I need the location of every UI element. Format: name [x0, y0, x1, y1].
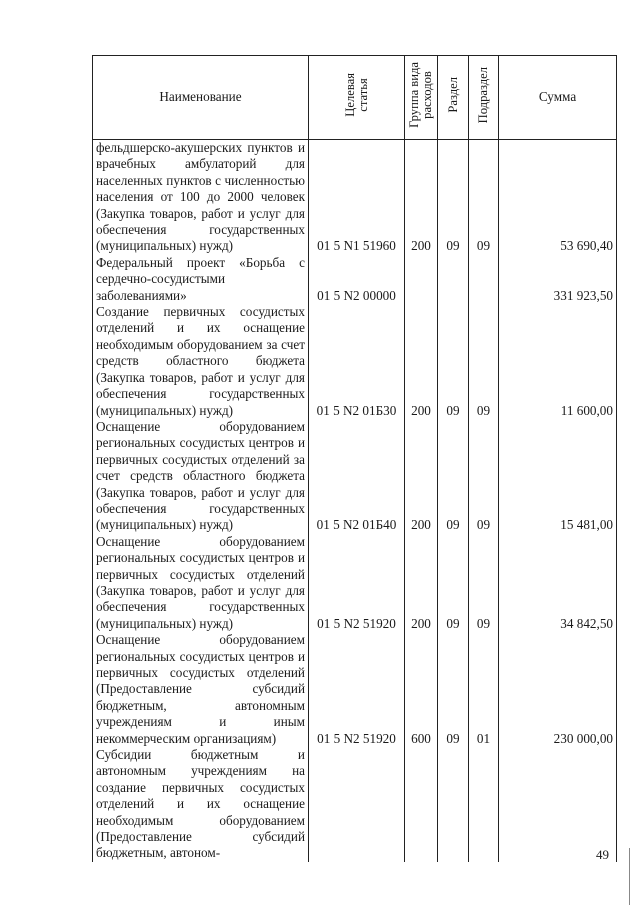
row-target: 01 5 N2 00000 — [309, 255, 405, 304]
page-number: 49 — [596, 847, 609, 862]
row-name: фельдшерско-акушерских пунктов и врачебных амбулаторий для населенных пунктов с численностью населения от 100 до 2000 человек (Закупка товаров, работ и услуг для обеспечения государственных (муниципальных) нужд) — [93, 140, 309, 255]
row-target: 01 5 N2 51920 — [309, 534, 405, 632]
row-section: 09 — [438, 304, 469, 419]
header-subsection: Подраздел — [469, 56, 499, 140]
row-section: 09 — [438, 140, 469, 255]
row-name: Федеральный проект «Борьба с сердечно-сосудистыми заболеваниями» — [93, 255, 309, 304]
header-name: Наименование — [93, 56, 309, 140]
row-name: Оснащение оборудованием региональных сосудистых центров и первичных сосудистых отделений (Предоставление субсидий бюджетным, автономным учреждениям и иным некоммерческим организациям) — [93, 632, 309, 747]
budget-table — [92, 55, 617, 862]
row-group — [405, 747, 438, 862]
table-row — [93, 747, 617, 862]
row-sum: 34 842,50 — [499, 534, 617, 632]
row-sum: 230 000,00 — [499, 632, 617, 747]
row-section — [438, 747, 469, 862]
scan-edge-line — [629, 848, 630, 905]
row-name: Создание первичных сосудистых отделений и их оснащение необходимым оборудованием за счет средств областного бюджета (Закупка товаров, работ и услуг для обеспечения государственных (муниципальных) нужд) — [93, 304, 309, 419]
row-subsection: 09 — [469, 419, 499, 534]
row-sum: 15 481,00 — [499, 419, 617, 534]
row-group: 200 — [405, 534, 438, 632]
row-group: 200 — [405, 304, 438, 419]
row-subsection: 09 — [469, 140, 499, 255]
row-subsection — [469, 255, 499, 304]
row-sum: 11 600,00 — [499, 304, 617, 419]
table-row — [93, 419, 617, 534]
header-group: Группа вида расходов — [405, 56, 438, 140]
row-group: 200 — [405, 419, 438, 534]
row-target: 01 5 N1 51960 — [309, 140, 405, 255]
table-row — [93, 304, 617, 419]
row-group — [405, 255, 438, 304]
row-target: 01 5 N2 01Б30 — [309, 304, 405, 419]
row-subsection: 09 — [469, 304, 499, 419]
row-name: Оснащение оборудованием региональных сосудистых центров и первичных сосудистых отделений (Закупка товаров, работ и услуг для обеспечения государственных (муниципальных) нужд) — [93, 534, 309, 632]
row-name: Субсидии бюджетным и автономным учреждениям на создание первичных сосудистых отделений и их оснащение необходимым оборудованием (Предоставление субсидий бюджетным, автоном- — [93, 747, 309, 862]
row-target: 01 5 N2 51920 — [309, 632, 405, 747]
table-row — [93, 632, 617, 747]
header-target: Целевая статья — [309, 56, 405, 140]
header-section: Раздел — [438, 56, 469, 140]
table-row — [93, 140, 617, 255]
row-group: 600 — [405, 632, 438, 747]
row-section: 09 — [438, 534, 469, 632]
row-target: 01 5 N2 01Б40 — [309, 419, 405, 534]
row-section: 09 — [438, 632, 469, 747]
row-sum — [499, 747, 617, 862]
row-subsection — [469, 747, 499, 862]
row-subsection: 01 — [469, 632, 499, 747]
row-section: 09 — [438, 419, 469, 534]
table-row — [93, 534, 617, 632]
row-section — [438, 255, 469, 304]
row-sum: 53 690,40 — [499, 140, 617, 255]
header-row — [93, 56, 617, 140]
row-sum: 331 923,50 — [499, 255, 617, 304]
row-group: 200 — [405, 140, 438, 255]
table-row — [93, 255, 617, 304]
row-subsection: 09 — [469, 534, 499, 632]
row-name: Оснащение оборудованием региональных сосудистых центров и первичных сосудистых отделений за счет средств областного бюджета (Закупка товаров, работ и услуг для обеспечения государственных (муниципальных) нужд) — [93, 419, 309, 534]
header-sum: Сумма — [499, 56, 617, 140]
row-target — [309, 747, 405, 862]
